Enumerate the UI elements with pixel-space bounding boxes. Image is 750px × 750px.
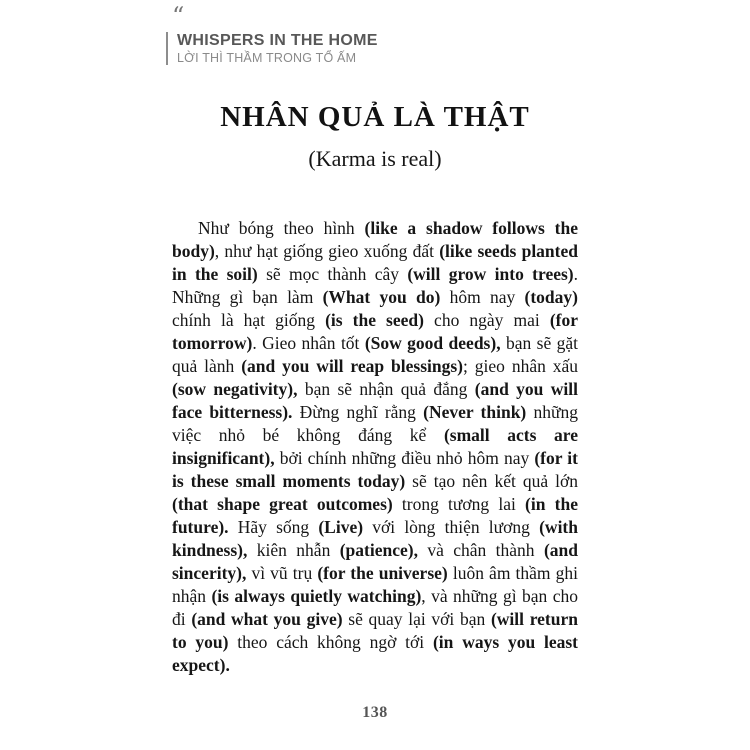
chapter-title: NHÂN QUẢ LÀ THẬT <box>220 101 530 133</box>
chapter-subtitle: (Karma is real) <box>308 146 442 171</box>
quote-icon: “ <box>172 2 185 30</box>
running-header <box>166 32 378 65</box>
series-subtitle: LỜI THÌ THẦM TRONG TỔ ẤM <box>177 51 357 65</box>
page-number: 138 <box>362 704 388 721</box>
series-title: WHISPERS IN THE HOME <box>177 32 378 49</box>
body-paragraph: Như bóng theo hình (like a shadow follows the body), như hạt giống gieo xuống đất (like seeds planted in the soil) sẽ mọc thành cây (will grow into trees). Những gì bạn làm (What you do) hôm nay (today) chính là hạt giống (is the seed) cho ngày mai (for tomorrow). Gieo nhân tốt (Sow good deeds), bạn sẽ gặt quả lành (and you will reap blessings); gieo nhân xấu (sow negativity), bạn sẽ nhận quả đắng (and you will face bitterness). Đừng nghĩ rằng (Never think) những việc nhỏ bé không đáng kể (small acts are insignificant), bởi chính những điều nhỏ hôm nay (for it is these small moments today) sẽ tạo nên kết quả lớn (that shape great outcomes) trong tương lai (in the future). Hãy sống (Live) với lòng thiện lương (with kindness), kiên nhẫn (patience), và chân thành (and sincerity), vì vũ trụ (for the universe) luôn âm thầm ghi nhận (is always quietly watching), và những gì bạn cho đi (and what you give) sẽ quay lại với bạn (will return to you) theo cách không ngờ tới (in ways you least expect). <box>172 218 579 675</box>
